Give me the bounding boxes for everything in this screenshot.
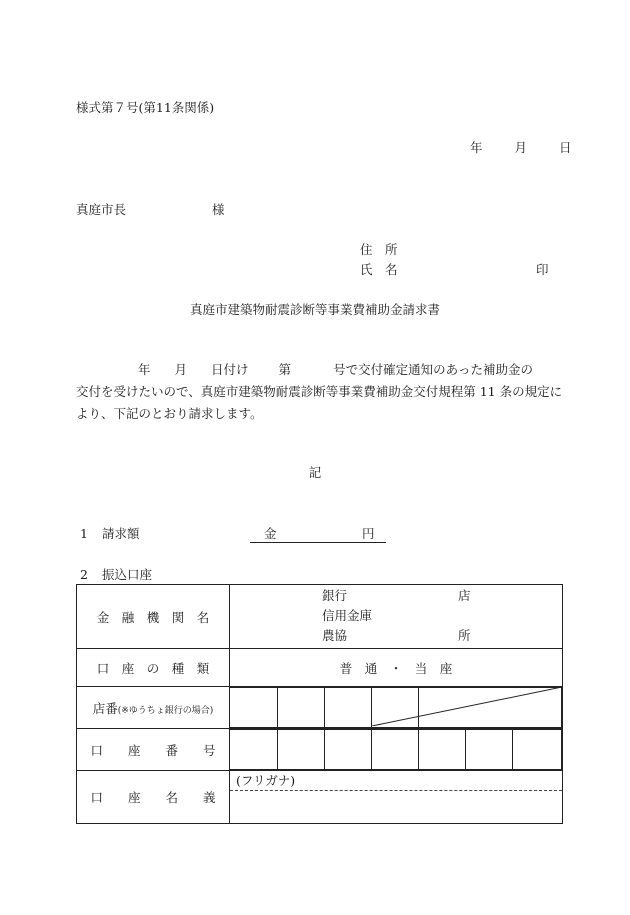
- account-type-label: 口 座 の 種 類: [77, 649, 230, 687]
- branch-number-label: [77, 687, 230, 729]
- furigana-field[interactable]: [230, 771, 562, 791]
- account-type-row: [77, 649, 563, 687]
- body-line1-rest: 号で交付確定通知のあった補助金の: [333, 362, 533, 377]
- addressee-name: 真庭市長: [76, 202, 127, 217]
- bank-name-cell[interactable]: [230, 585, 563, 649]
- bank-branch-ten: 店: [458, 588, 471, 603]
- bank-label: 金 融 機 関 名: [77, 585, 230, 649]
- account-name-label: 口 座 名 義: [77, 771, 230, 824]
- account-digit-grid: [230, 729, 562, 770]
- body-line-3: より、下記のとおり請求します。: [76, 406, 263, 421]
- applicant-name-label: 氏 名: [360, 262, 398, 277]
- applicant-address-label: 住 所: [360, 242, 398, 257]
- bank-account-table: [76, 584, 563, 824]
- account-holder-field[interactable]: [230, 791, 562, 823]
- bank-row: [77, 585, 563, 649]
- branch-number-note: (※ゆうちょ銀行の場合): [117, 705, 214, 716]
- account-digit-cell[interactable]: [324, 730, 371, 770]
- account-digit-cell[interactable]: [418, 730, 465, 770]
- amount-en: 円: [362, 526, 375, 541]
- account-name-cell: [230, 771, 563, 824]
- account-number-cells: [230, 729, 563, 771]
- body-year: 年: [138, 362, 151, 377]
- branch-number-row: [77, 687, 563, 729]
- item2-number: 2: [80, 567, 88, 582]
- item1-number: 1: [80, 526, 88, 541]
- bank-option-ginko: 銀行: [322, 588, 348, 603]
- furigana-label: (フリガナ): [236, 773, 296, 788]
- account-number-row: [77, 729, 563, 771]
- branch-number-cells: [230, 687, 563, 729]
- account-digit-cell[interactable]: [277, 730, 324, 770]
- body-number-prefix: 第: [278, 362, 292, 377]
- account-digit-cell[interactable]: [512, 730, 562, 770]
- branch-digit-pad: [230, 688, 277, 728]
- account-digit-cell[interactable]: [465, 730, 512, 770]
- account-name-row: [77, 771, 563, 824]
- body-line-2: 交付を受けたいので、真庭市建築物耐震診断等事業費補助金交付規程第 11 条の規定に: [76, 384, 563, 399]
- item1-label: 請求額: [102, 526, 140, 541]
- date-year-label: 年: [470, 140, 483, 155]
- seal-mark: 印: [536, 262, 549, 277]
- date-day-label: 日: [558, 140, 572, 155]
- form-number: 様式第７号(第11条関係): [76, 100, 215, 115]
- account-type-value[interactable]: 普 通 ・ 当 座: [230, 649, 563, 687]
- branch-number-text: 店番: [92, 700, 118, 716]
- addressee-honorific: 様: [212, 202, 225, 217]
- account-digit-pad: [230, 730, 277, 770]
- ki-mark: 記: [308, 465, 322, 480]
- document-title: 真庭市建築物耐震診断等事業費補助金請求書: [189, 302, 440, 317]
- body-month: 月: [174, 362, 188, 377]
- account-digit-cell[interactable]: [371, 730, 418, 770]
- branch-digit-cell[interactable]: [277, 688, 324, 728]
- bank-option-nokyo: 農協: [322, 628, 348, 643]
- amount-kin: 金: [264, 526, 277, 541]
- date-month-label: 月: [514, 140, 527, 155]
- body-date-suffix: 日付け: [211, 362, 249, 377]
- date-line: [470, 142, 571, 155]
- unused-diagonal-line: [372, 687, 562, 726]
- branch-digit-cell[interactable]: [324, 688, 371, 728]
- bank-branch-sho: 所: [458, 628, 471, 643]
- claim-amount-field: [250, 528, 386, 543]
- bank-option-shinkin: 信用金庫: [322, 608, 373, 623]
- item2-label: 振込口座: [102, 567, 153, 582]
- account-number-label: 口 座 番 号: [77, 729, 230, 771]
- body-line-1: [138, 364, 533, 377]
